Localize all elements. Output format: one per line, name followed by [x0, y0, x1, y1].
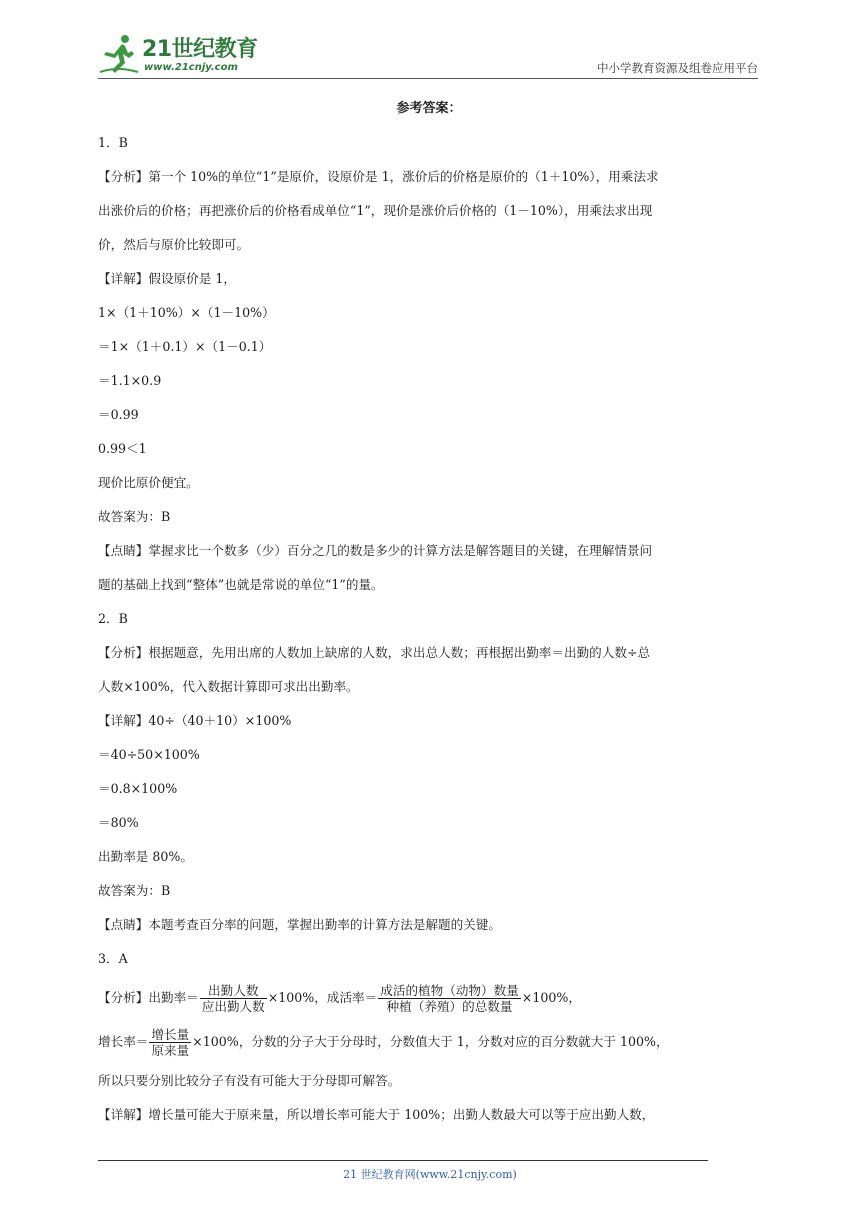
fraction: [200, 983, 267, 1014]
text-line: 价，然后与原价比较即可。: [98, 237, 250, 252]
answer-number: 2．B: [98, 611, 128, 626]
text-segment: ×100%，: [521, 990, 581, 1005]
text-segment: 增长率＝: [98, 1034, 149, 1049]
fraction: [378, 983, 521, 1014]
footer-divider: [98, 1160, 708, 1161]
equation-line: ＝1×（1＋0.1）×（1－0.1）: [98, 339, 272, 354]
answer-content: [98, 96, 760, 1132]
text-segment: ×100%，成活率＝: [267, 990, 378, 1005]
text-line: 【分析】根据题意，先用出席的人数加上缺席的人数，求出总人数；再根据出勤率＝出勤的人数÷总: [98, 645, 651, 660]
fraction-denominator: 原来量: [151, 1043, 190, 1058]
footer-link[interactable]: 21 世纪教育网(www.21cnjy.com): [343, 1168, 517, 1181]
fraction-line: [98, 976, 760, 1020]
equation-line: ＝40÷50×100%: [98, 747, 200, 762]
equation-line: ＝1.1×0.9: [98, 373, 162, 388]
text-line: 题的基础上找到“整体”也就是常说的单位“1”的量。: [98, 577, 384, 592]
text-line: 【点睛】掌握求比一个数多（少）百分之几的数是多少的计算方法是解答题目的关键，在理解情景问: [98, 543, 653, 558]
fraction-line: [98, 1020, 760, 1064]
equation-line: ＝0.99: [98, 407, 139, 422]
answer-number: 3．A: [98, 951, 128, 966]
text-line: 故答案为：B: [98, 883, 171, 898]
page-title: 参考答案：: [396, 101, 462, 116]
logo-text: 21世纪教育: [142, 37, 258, 62]
fraction-denominator: 应出勤人数: [201, 999, 265, 1014]
text-line: 【分析】第一个 10%的单位“1”是原价，设原价是 1，涨价后的价格是原价的（1＋10%），用乘法求: [98, 169, 659, 184]
text-line: 出勤率是 80%。: [98, 849, 193, 864]
text-line: 故答案为：B: [98, 509, 171, 524]
equation-line: ＝80%: [98, 815, 139, 830]
text-segment: ×100%，分数的分子大于分母时，分数值大于 1，分数对应的百分数就大于 100%，: [192, 1034, 669, 1049]
text-line: 【详解】增长量可能大于原来量，所以增长率可能大于 100%；出勤人数最大可以等于应出勤人数，: [98, 1107, 655, 1122]
equation-line: 【详解】40÷（40＋10）×100%: [98, 713, 292, 728]
text-segment: 【分析】出勤率＝: [98, 990, 199, 1005]
text-line: 【点睛】本题考查百分率的问题，掌握出勤率的计算方法是解题的关键。: [98, 917, 501, 932]
equation-line: 0.99＜1: [98, 441, 147, 456]
fraction-numerator: 出勤人数: [200, 983, 267, 999]
runner-logo-icon: [98, 32, 142, 78]
fraction: [149, 1027, 191, 1058]
text-line: 人数×100%，代入数据计算即可求出出勤率。: [98, 679, 359, 694]
header-divider: [98, 78, 758, 79]
answer-number: 1．B: [98, 135, 128, 150]
text-line: 所以只要分别比较分子有没有可能大于分母即可解答。: [98, 1073, 401, 1088]
fraction-denominator: 种植（养殖）的总数量: [386, 999, 513, 1014]
text-line: 出涨价后的价格；再把涨价后的价格看成单位“1”，现价是涨价后价格的（1－10%），用乘法求出现: [98, 203, 653, 218]
text-line: 【详解】假设原价是 1，: [98, 271, 236, 286]
page-header: [98, 30, 758, 82]
logo-url: www.21cnjy.com: [144, 62, 238, 73]
equation-line: ＝0.8×100%: [98, 781, 178, 796]
fraction-numerator: 成活的植物（动物）数量: [380, 983, 519, 998]
fraction-numerator: 增长量: [151, 1027, 190, 1042]
text-line: 现价比原价便宜。: [98, 475, 199, 490]
header-platform-name: 中小学教育资源及组卷应用平台: [597, 61, 758, 75]
logo: [98, 32, 268, 78]
equation-line: 1×（1＋10%）×（1－10%）: [98, 305, 275, 320]
